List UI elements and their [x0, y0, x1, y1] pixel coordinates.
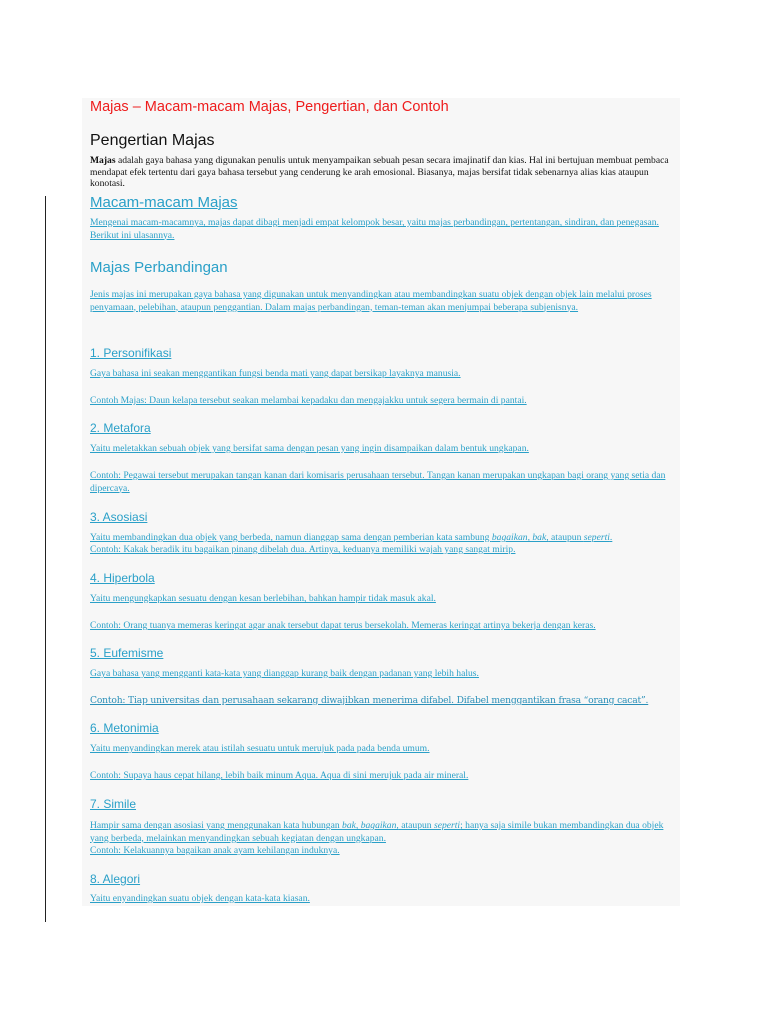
item-asosiasi	[90, 510, 674, 524]
item-heading[interactable]: 5. Eufemisme	[90, 646, 164, 660]
definition-paragraph	[90, 155, 670, 190]
definition-text: adalah gaya bahasa yang digunakan penulis untuk menyampaikan sebuah pesan secara imajinatif dan kias. Hal ini bertujuan membuat pembaca mendapat efek tertentu dari gaya bahasa tersebut yang cenderung ke arah emosional. Biasanya, majas bersifat tidak sebenarnya alias kias ataupun konotasi.	[90, 155, 669, 189]
item-definition[interactable]: Yaitu enyandingkan suatu objek dengan kata-kata kiasan.	[90, 893, 310, 904]
definition-italic: bagaikan, bak,	[491, 532, 549, 543]
definition-text: .	[609, 532, 613, 543]
item-hiperbola	[90, 571, 674, 585]
comparison-heading[interactable]: Majas Perbandingan	[90, 259, 228, 276]
page-title: Majas – Macam-macam Majas, Pengertian, dan Contoh	[90, 99, 449, 115]
types-heading[interactable]: Macam-macam Majas	[90, 194, 238, 211]
definition-text: Hampir sama dengan asosiasi yang menggunakan kata hubungan	[90, 820, 343, 831]
item-eufemisme	[90, 646, 674, 660]
item-definition[interactable]	[90, 532, 674, 545]
definition-heading: Pengertian Majas	[90, 132, 215, 149]
item-example[interactable]: Contoh: Orang tuanya memeras keringat agar anak tersebut dapat terus bersekolah. Memeras keringat artinya bekerja dengan keras.	[90, 620, 596, 631]
item-definition[interactable]: Gaya bahasa yang mengganti kata-kata yang dianggap kurang baik dengan padanan yang lebih halus.	[90, 668, 479, 679]
item-heading[interactable]: 1. Personifikasi	[90, 346, 172, 360]
item-definition[interactable]: Gaya bahasa ini seakan menggantikan fungsi benda mati yang dapat bersikap layaknya manusia.	[90, 368, 461, 379]
item-metonimia	[90, 721, 674, 735]
item-example[interactable]: Contoh: Kelakuannya bagaikan anak ayam kehilangan induknya.	[90, 845, 340, 856]
definition-italic: seperti	[433, 820, 461, 831]
item-metafora	[90, 421, 674, 435]
definition-text: ataupun	[548, 532, 584, 543]
definition-term: Majas	[90, 155, 116, 166]
margin-rule	[45, 196, 46, 922]
item-heading[interactable]: 6. Metonimia	[90, 721, 159, 735]
comparison-section	[90, 259, 674, 314]
comparison-paragraph[interactable]: Jenis majas ini merupakan gaya bahasa yang digunakan untuk menyandingkan atau membandingkan suatu objek dengan objek lain melalui proses penyamaan, pelebihan, ataupun penggantian. Dalam majas perbandingan, teman-teman akan menjumpai beberapa subjenisnya.	[90, 289, 652, 313]
item-alegori	[90, 872, 674, 886]
item-heading[interactable]: 3. Asosiasi	[90, 510, 148, 524]
document-page	[82, 98, 680, 906]
item-heading[interactable]: 4. Hiperbola	[90, 571, 155, 585]
item-example[interactable]: Contoh: Supaya haus cepat hilang, lebih baik minum Aqua. Aqua di sini merujuk pada air mineral.	[90, 770, 469, 781]
item-heading[interactable]: 7. Simile	[90, 797, 137, 811]
item-definition[interactable]	[90, 820, 674, 845]
item-example[interactable]: Contoh Majas: Daun kelapa tersebut seakan melambai kepadaku dan mengajakku untuk segera bermain di pantai.	[90, 395, 527, 406]
types-section	[90, 194, 674, 242]
definition-italic: seperti	[583, 532, 610, 543]
item-heading[interactable]: 2. Metafora	[90, 421, 151, 435]
item-definition[interactable]: Yaitu mengungkapkan sesuatu dengan kesan berlebihan, bahkan hampir tidak masuk akal.	[90, 593, 436, 604]
definition-text: ataupun	[398, 820, 434, 831]
types-paragraph[interactable]: Mengenai macam-macamnya, majas dapat dibagi menjadi empat kelompok besar, yaitu majas perbandingan, pertentangan, sindiran, dan penegasan. Berikut ini ulasannya.	[90, 217, 659, 241]
item-simile	[90, 797, 674, 811]
definition-text: ; hanya saja simile bukan membandingkan dua objek yang berbeda, melainkan menyandingkan sebuah kegiatan dengan ungkapan.	[90, 820, 664, 844]
item-personifikasi	[90, 346, 674, 360]
item-example[interactable]: Contoh: Pegawai tersebut merupakan tangan kanan dari komisaris perusahaan tersebut. Tangan kanan merupakan ungkapan bagi orang yang setia dan dipercaya.	[90, 470, 666, 494]
item-definition[interactable]: Yaitu menyandingkan merek atau istilah sesuatu untuk merujuk pada pada benda umum.	[90, 743, 430, 754]
item-definition[interactable]: Yaitu meletakkan sebuah objek yang bersifat sama dengan pesan yang ingin disampaikan dalam bentuk ungkapan.	[90, 443, 529, 454]
item-heading[interactable]: 8. Alegori	[90, 872, 141, 886]
item-example[interactable]: Contoh: Tiap universitas dan perusahaan sekarang diwajibkan menerima difabel. Difabel menggantikan frasa “orang cacat”.	[90, 695, 649, 706]
item-example[interactable]: Contoh: Kakak beradik itu bagaikan pinang dibelah dua. Artinya, keduanya memiliki wajah yang sangat mirip.	[90, 544, 516, 555]
definition-text: Yaitu membandingkan dua objek yang berbeda, namun dianggap sama dengan pemberian kata sambung	[90, 532, 492, 543]
definition-italic: bak, bagaikan,	[342, 820, 399, 831]
